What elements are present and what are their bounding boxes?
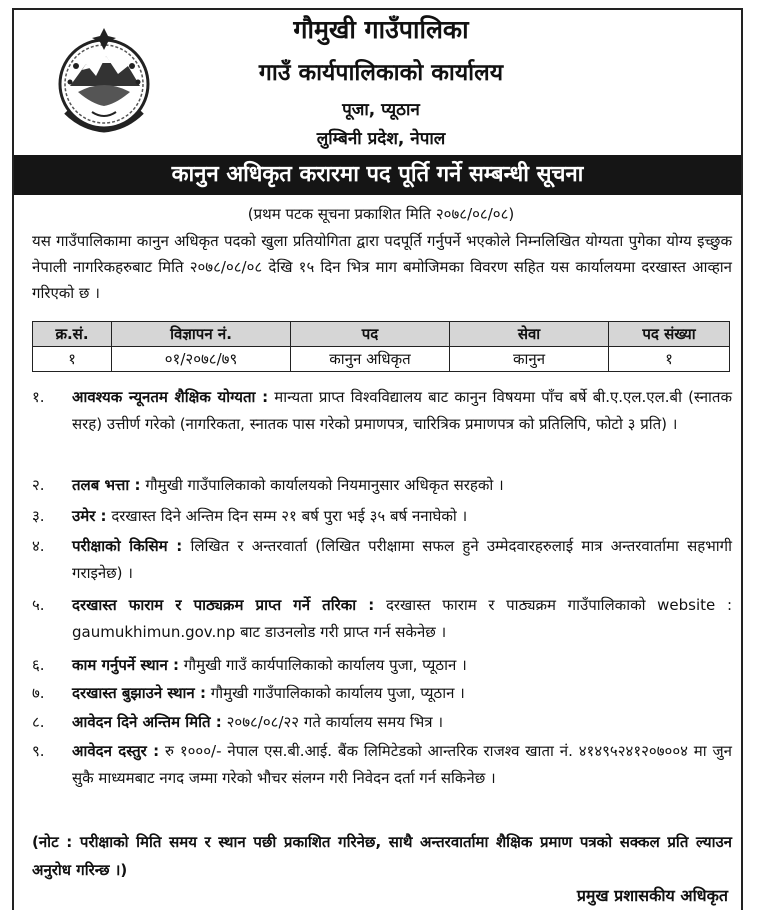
- item-number: ७.: [32, 684, 45, 702]
- col-header-post-count: पद संख्या: [609, 322, 730, 347]
- item-text: गौमुखी गाउँपालिकाको कार्यालयको नियमानुसार अधिकृत सरहको ।: [145, 476, 504, 494]
- list-item: [32, 503, 732, 530]
- item-label: तलब भत्ता :: [72, 476, 141, 494]
- item-label: दरखास्त बुझाउने स्थान :: [72, 684, 206, 702]
- municipality-name: गौमुखी गाउँपालिका: [293, 15, 469, 44]
- item-number: ६.: [32, 656, 45, 674]
- item-text: गौमुखी गाउँपालिकाको कार्यालय पुजा, प्यूठान ।: [210, 684, 465, 702]
- item-text: मान्यता प्राप्त विश्वविद्यालय बाट कानुन विषयमा पाँच बर्षे बी.ए.एल.एल.बी (स्नातक सरह) उत्तीर्ण गरेको (नागरिकता, स्नातक पास गरेको प्रमाणपत्र, चारित्रिक प्रमाणपत्र को प्रतिलिपि, फोटो ३ प्रति) ।: [72, 388, 733, 433]
- col-header-advert-no: विज्ञापन नं.: [112, 322, 291, 347]
- list-item: [32, 738, 732, 792]
- item-text: २०७८/०८/२२ गते कार्यालय समय भित्र ।: [226, 713, 444, 731]
- intro-paragraph: यस गाउँपालिकामा कानुन अधिकृत पदको खुला प्रतियोगिता द्वारा पदपूर्ति गर्नुपर्ने भएकोले निम्नलिखित योग्यता पुगेका योग्य इच्छुक नेपाली नागरिकहरुबाट मिति २०७८/०८/०८ देखि १५ दिन भित्र माग बमोजिमका विवरण सहित यस कार्यालयमा दरखास्त आव्हान गरिएको छ ।: [32, 232, 732, 302]
- item-number: २.: [32, 476, 45, 494]
- list-item: [32, 680, 732, 707]
- list-item: [32, 652, 732, 679]
- office-location: पूजा, प्यूठान: [342, 100, 420, 120]
- item-label: काम गर्नुपर्ने स्थान :: [72, 656, 179, 674]
- item-label: आवेदन दिने अन्तिम मिति :: [72, 713, 222, 731]
- item-label: आवश्यक न्यूनतम शैक्षिक योग्यता :: [72, 388, 269, 406]
- table-header-row: [33, 322, 730, 347]
- province-country: लुम्बिनी प्रदेश, नेपाल: [316, 129, 446, 149]
- list-item: [32, 384, 732, 438]
- col-header-serial: क्र.सं.: [33, 322, 112, 347]
- cell-service: कानुन: [450, 347, 609, 372]
- item-label: आवेदन दस्तुर :: [72, 742, 160, 760]
- item-text: गौमुखी गाउँ कार्यपालिकाको कार्यालय पुजा, प्यूठान ।: [183, 656, 467, 674]
- item-number: १.: [32, 388, 45, 406]
- item-number: ४.: [32, 537, 45, 555]
- col-header-post: पद: [291, 322, 450, 347]
- item-number: ५.: [32, 596, 45, 614]
- list-item: [32, 533, 732, 587]
- signature-title: प्रमुख प्रशासकीय अधिकृत: [576, 886, 728, 905]
- note-paragraph: (नोट : परीक्षाको मिति समय र स्थान पछी प्रकाशित गरिनेछ, साथै अन्तरवार्तामा शैक्षिक प्रमाण पत्रको सक्कल प्रति ल्याउन अनुरोध गरिन्छ ।): [32, 833, 732, 879]
- table-row: [33, 347, 730, 372]
- item-text: दरखास्त दिने अन्तिम दिन सम्म २१ बर्ष पुरा भई ३५ बर्ष ननाघेको ।: [111, 507, 468, 525]
- vacancy-table: [32, 321, 730, 372]
- item-text: लिखित र अन्तरवार्ता (लिखित परीक्षामा सफल हुने उम्मेदवारहरुलाई मात्र अन्तरवार्तामा सहभागी गराइनेछ) ।: [72, 537, 732, 582]
- cell-post-count: १: [609, 347, 730, 372]
- item-label: दरखास्त फाराम र पाठ्यक्रम प्राप्त गर्ने तरिका :: [72, 596, 375, 614]
- notice-title-banner: कानुन अधिकृत करारमा पद पूर्ति गर्ने सम्बन्धी सूचना: [14, 155, 741, 195]
- item-text: रु १०००/- नेपाल एस.बी.आई. बैंक लिमिटेडको आन्तरिक राजश्व खाता नं. ४१४९५२४१२०७००४ मा जुन सुकै माध्यमबाट नगद जम्मा गरेको भौचर संलग्न गरी निवेदन दर्ता गर्न सकिनेछ ।: [72, 742, 732, 787]
- publication-date: (प्रथम पटक सूचना प्रकाशित मिति २०७८/०८/०८): [247, 205, 515, 223]
- cell-post: कानुन अधिकृत: [291, 347, 450, 372]
- cell-advert-no: ०१/२०७८/७९: [112, 347, 291, 372]
- list-item: [32, 472, 732, 499]
- list-item: [32, 592, 732, 646]
- list-item: [32, 709, 732, 736]
- item-number: ९.: [32, 742, 45, 760]
- item-text: दरखास्त फाराम र पाठ्यक्रम गाउँपालिकाको website : gaumukhimun.gov.np बाट डाउनलोड गरी प्राप्त गर्न सकेनेछ ।: [72, 596, 732, 641]
- item-number: ८.: [32, 713, 45, 731]
- item-number: ३.: [32, 507, 45, 525]
- col-header-service: सेवा: [450, 322, 609, 347]
- cell-serial: १: [33, 347, 112, 372]
- office-name: गाउँ कार्यपालिकाको कार्यालय: [258, 60, 504, 86]
- item-label: उमेर :: [72, 507, 107, 525]
- item-label: परीक्षाको किसिम :: [72, 537, 183, 555]
